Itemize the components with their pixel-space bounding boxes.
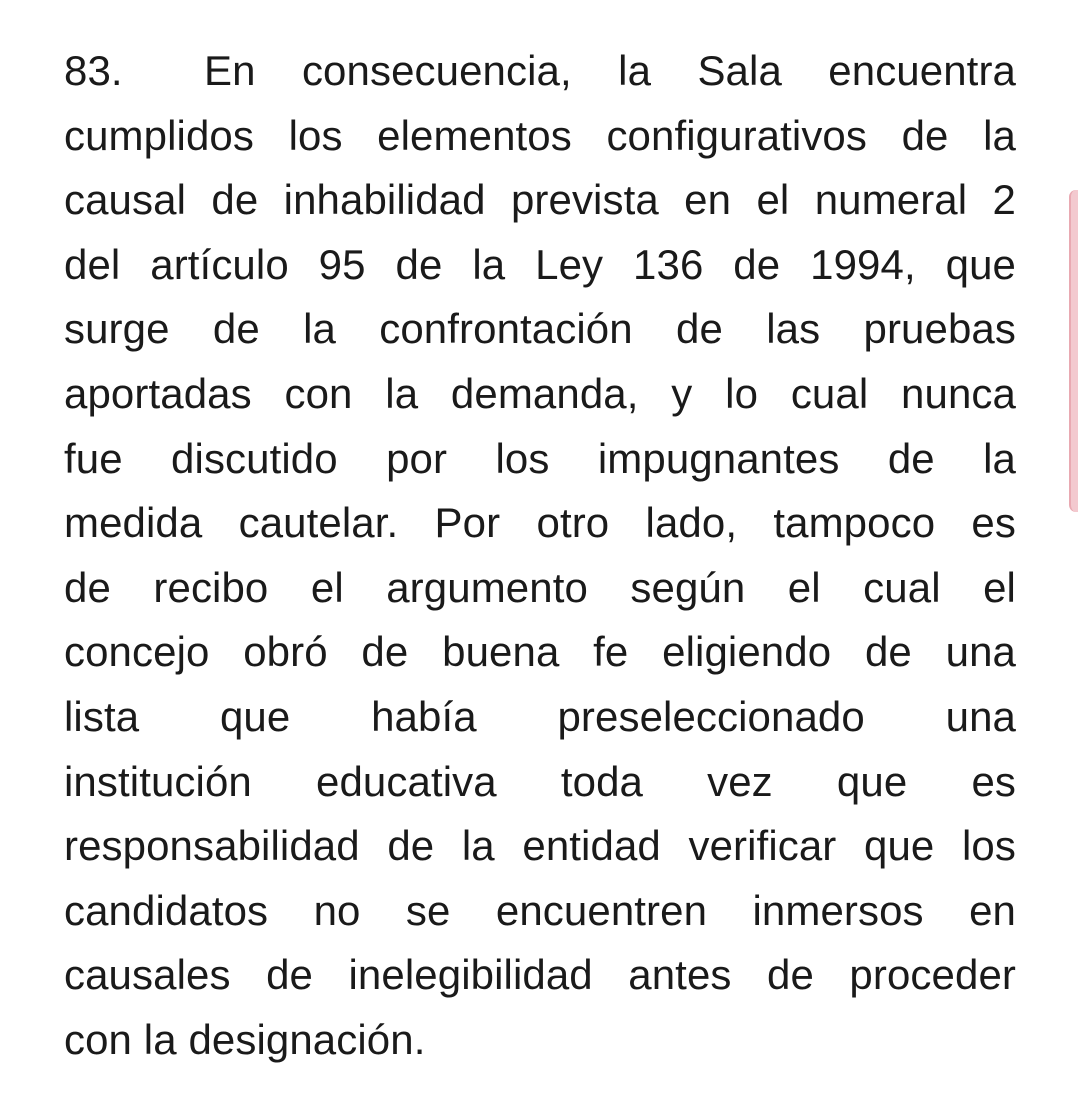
document-paragraph [64,39,1016,1073]
paragraph-line-4: del artículo 95 de la Ley 136 de 1994, que [64,240,1016,288]
paragraph-line-3: causal de inhabilidad prevista en el numeral 2 [64,176,1016,224]
paragraph-line-1: En consecuencia, la Sala encuentra [204,47,1016,94]
paragraph-line-6: aportadas con la demanda, y lo cual nunca [64,369,1016,417]
paragraph-line-11: lista que había preseleccionado una [64,692,1016,740]
paragraph-line-12: institución educativa toda vez que es [64,757,1016,805]
paragraph-line-2: cumplidos los elementos configurativos de la [64,111,1016,159]
paragraph-first-line [64,39,1016,104]
paragraph-line-9: de recibo el argumento según el cual el [64,563,1016,611]
edge-highlight-marker [1069,190,1078,512]
paragraph-line-13: responsabilidad de la entidad verificar que los [64,822,1016,870]
paragraph-line-5: surge de la confrontación de las pruebas [64,305,1016,353]
paragraph-line-14: candidatos no se encuentren inmersos en [64,886,1016,934]
paragraph-line-7: fue discutido por los impugnantes de la [64,434,1016,482]
paragraph-number: 83. [64,47,123,94]
paragraph-line-8: medida cautelar. Por otro lado, tampoco es [64,499,1016,547]
paragraph-line-15: causales de inelegibilidad antes de proceder [64,951,1016,999]
paragraph-line-16: con la designación. [64,1015,426,1063]
paragraph-line-10: concejo obró de buena fe eligiendo de una [64,628,1016,676]
